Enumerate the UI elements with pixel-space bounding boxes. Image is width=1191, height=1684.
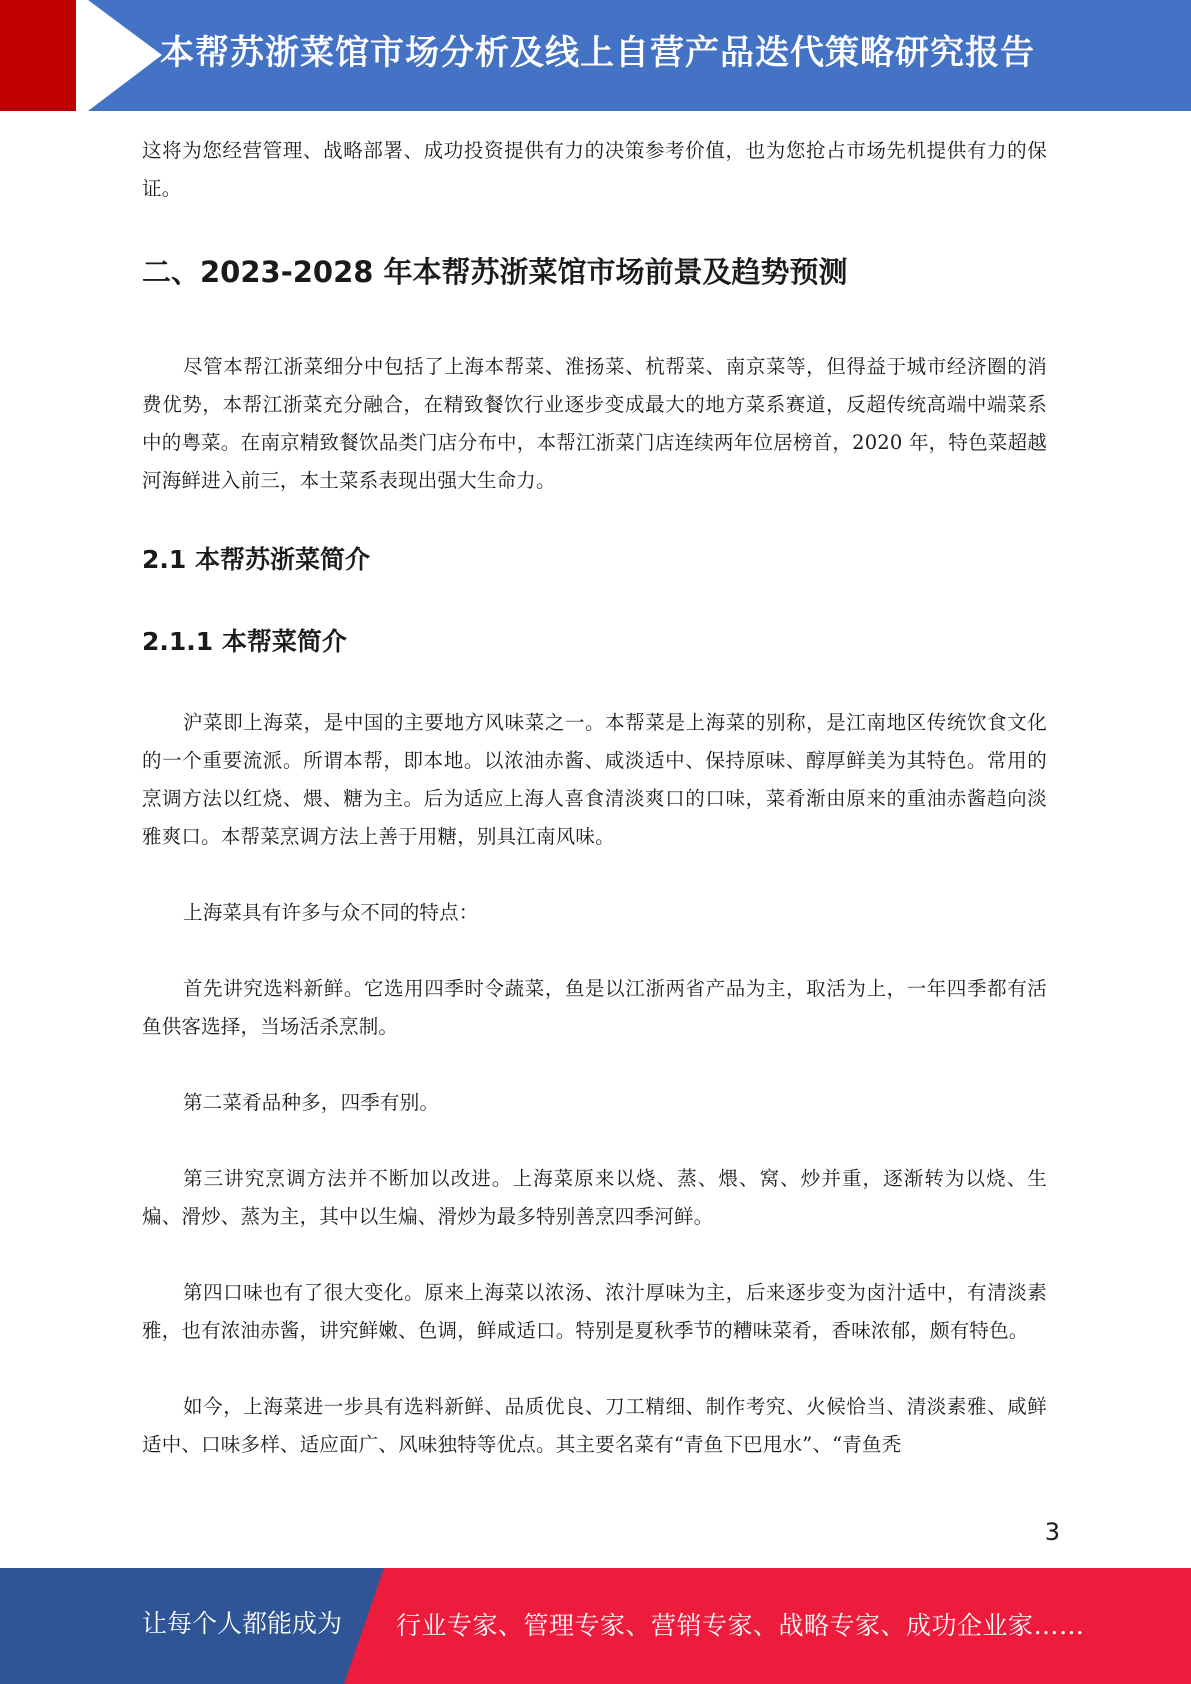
paragraph-summary: 如今，上海菜进一步具有选料新鲜、品质优良、刀工精细、制作考究、火候恰当、清淡素雅、咸鲜适中、口味多样、适应面广、风味独特等优点。其主要名菜有“青鱼下巴甩水”、“青鱼秃 (142, 1395, 1047, 1456)
paragraph-features-intro: 上海菜具有许多与众不同的特点： (183, 901, 479, 924)
paragraph-feature-4: 第四口味也有了很大变化。原来上海菜以浓汤、浓汁厚味为主，后来逐步变为卤汁适中，有清淡素雅，也有浓油赤酱，讲究鲜嫩、色调，鲜咸适口。特别是夏秋季节的糟味菜肴，香味浓郁，颇有特色。 (142, 1281, 1047, 1342)
section-heading: 二、2023-2028 年本帮苏浙菜馆市场前景及趋势预测 (142, 255, 848, 289)
paragraph-market-overview: 尽管本帮江浙菜细分中包括了上海本帮菜、淮扬菜、杭帮菜、南京菜等，但得益于城市经济圈的消费优势，本帮江浙菜充分融合，在精致餐饮行业逐步变成最大的地方菜系赛道，反超传统高端中端菜系中的粤菜。在南京精致餐饮品类门店分布中，本帮江浙菜门店连续两年位居榜首，2020 年，特色菜超越河海鲜进入前三，本土菜系表现出强大生命力。 (142, 355, 1047, 492)
subsubsection-heading: 2.1.1 本帮菜简介 (142, 627, 347, 656)
page-footer (0, 1568, 1191, 1684)
page-number: 3 (1044, 1518, 1060, 1546)
report-title: 本帮苏浙菜馆市场分析及线上自营产品迭代策略研究报告 (160, 33, 1035, 73)
paragraph-feature-1: 首先讲究选料新鲜。它选用四季时令蔬菜，鱼是以江浙两省产品为主，取活为上，一年四季都有活鱼供客选择，当场活杀烹制。 (142, 977, 1047, 1038)
page-header (0, 0, 1191, 111)
intro-paragraph: 这将为您经营管理、战略部署、成功投资提供有力的决策参考价值，也为您抢占市场先机提供有力的保证。 (142, 139, 1047, 200)
subsection-heading: 2.1 本帮苏浙菜简介 (142, 545, 370, 574)
paragraph-feature-2: 第二菜肴品种多，四季有别。 (183, 1091, 440, 1114)
paragraph-benbang-intro: 沪菜即上海菜，是中国的主要地方风味菜之一。本帮菜是上海菜的别称，是江南地区传统饮食文化的一个重要流派。所谓本帮，即本地。以浓油赤酱、咸淡适中、保持原味、醇厚鲜美为其特色。常用的烹调方法以红烧、煨、糖为主。后为适应上海人喜食清淡爽口的口味，菜肴渐由原来的重油赤酱趋向淡雅爽口。本帮菜烹调方法上善于用糖，别具江南风味。 (142, 711, 1047, 848)
footer-slogan-left: 让每个人都能成为 (142, 1609, 343, 1638)
footer-slogan-right: 行业专家、管理专家、营销专家、战略专家、成功企业家…… (396, 1611, 1085, 1640)
document-body (142, 132, 1047, 1464)
paragraph-feature-3: 第三讲究烹调方法并不断加以改进。上海菜原来以烧、蒸、煨、窝、炒并重，逐渐转为以烧、生煸、滑炒、蒸为主，其中以生煸、滑炒为最多特别善烹四季河鲜。 (142, 1167, 1047, 1228)
